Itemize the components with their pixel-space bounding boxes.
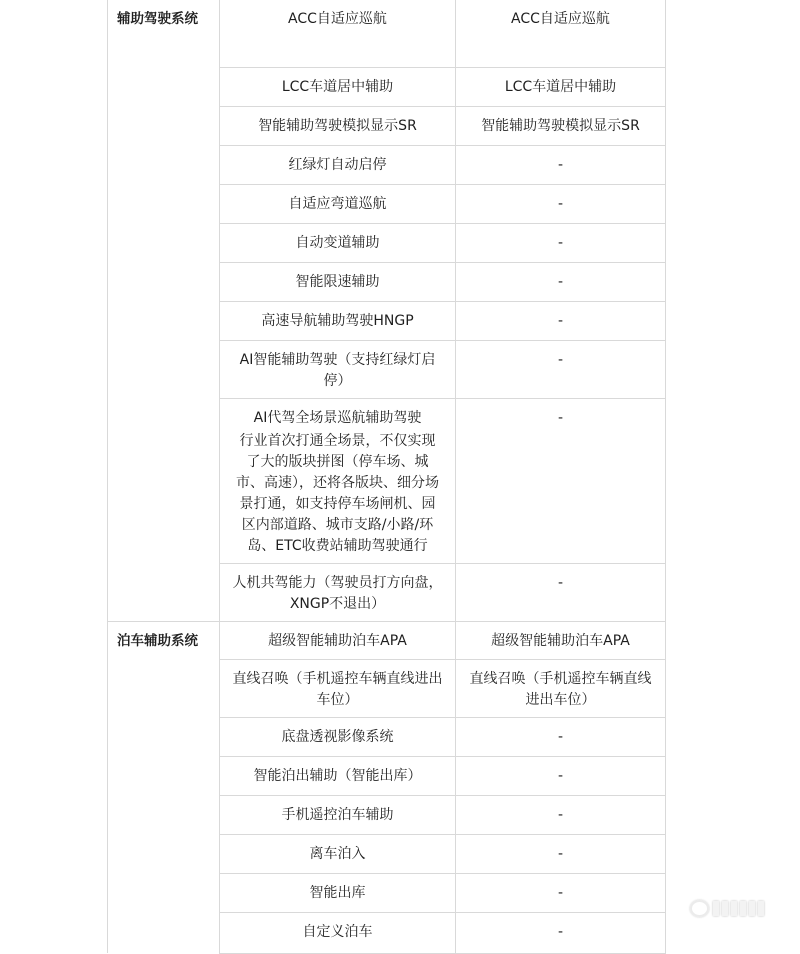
value-cell: 超级智能辅助泊车APA	[456, 621, 666, 659]
category-cell	[108, 717, 220, 756]
feature-name: 高速导航辅助驾驶HNGP	[261, 312, 414, 329]
value-cell: -	[456, 223, 666, 262]
value-cell: -	[456, 563, 666, 621]
value-cell: -	[456, 301, 666, 340]
feature-name: 直线召唤（手机遥控车辆直线进出车位）	[232, 670, 443, 708]
feature-cell	[220, 621, 456, 659]
feature-cell	[220, 184, 456, 223]
feature-name: 红绿灯自动启停	[288, 156, 387, 173]
feature-cell	[220, 223, 456, 262]
category-label: 辅助驾驶系统	[108, 0, 220, 67]
feature-cell	[220, 262, 456, 301]
table-row	[108, 340, 666, 398]
category-cell	[108, 795, 220, 834]
table-row	[108, 106, 666, 145]
value-cell: -	[456, 873, 666, 912]
feature-name: 自动变道辅助	[295, 234, 380, 251]
feature-name: 自定义泊车	[302, 923, 373, 940]
category-cell	[108, 756, 220, 795]
table-row	[108, 621, 666, 659]
category-cell	[108, 184, 220, 223]
feature-name: 离车泊入	[309, 845, 366, 862]
bubble-icon	[690, 900, 709, 917]
value-cell: -	[456, 756, 666, 795]
feature-cell	[220, 756, 456, 795]
table-row	[108, 223, 666, 262]
category-cell	[108, 398, 220, 563]
category-cell	[108, 340, 220, 398]
feature-name: AI智能辅助驾驶（支持红绿灯启停）	[239, 351, 436, 389]
value-cell: -	[456, 184, 666, 223]
value-cell: -	[456, 398, 666, 563]
feature-cell	[220, 67, 456, 106]
value-cell: -	[456, 145, 666, 184]
feature-name: LCC车道居中辅助	[281, 78, 394, 95]
table-row	[108, 398, 666, 563]
feature-name: ACC自适应巡航	[288, 11, 387, 27]
value-cell: -	[456, 912, 666, 953]
feature-name: 人机共驾能力（驾驶员打方向盘，XNGP不退出）	[232, 574, 443, 612]
feature-name: 智能辅助驾驶模拟显示SR	[258, 117, 417, 134]
feature-cell	[220, 145, 456, 184]
category-cell	[108, 834, 220, 873]
table-row	[108, 717, 666, 756]
value-cell: LCC车道居中辅助	[456, 67, 666, 106]
feature-cell	[220, 717, 456, 756]
feature-cell	[220, 912, 456, 953]
table-row	[108, 563, 666, 621]
feature-cell	[220, 301, 456, 340]
feature-cell	[220, 834, 456, 873]
table-row	[108, 184, 666, 223]
feature-name: 手机遥控泊车辅助	[281, 806, 394, 823]
category-cell	[108, 563, 220, 621]
feature-name: 超级智能辅助泊车APA	[268, 632, 407, 649]
table-row	[108, 873, 666, 912]
feature-cell	[220, 795, 456, 834]
spec-table	[107, 0, 666, 954]
table-row	[108, 659, 666, 717]
category-cell	[108, 106, 220, 145]
category-cell	[108, 223, 220, 262]
bars-icon	[713, 901, 764, 916]
value-cell: -	[456, 340, 666, 398]
feature-name: 底盘透视影像系统	[281, 728, 394, 745]
category-cell	[108, 262, 220, 301]
value-cell: -	[456, 262, 666, 301]
feature-name: AI代驾全场景巡航辅助驾驶	[253, 409, 422, 426]
category-label: 泊车辅助系统	[108, 621, 220, 659]
table-row	[108, 0, 666, 67]
weibo-watermark-icon	[690, 898, 780, 918]
table-row	[108, 262, 666, 301]
value-cell: 智能辅助驾驶模拟显示SR	[456, 106, 666, 145]
table-row	[108, 67, 666, 106]
category-cell	[108, 301, 220, 340]
category-cell	[108, 659, 220, 717]
table-row	[108, 301, 666, 340]
table-row	[108, 795, 666, 834]
table-row	[108, 834, 666, 873]
value-cell: ACC自适应巡航	[456, 0, 666, 67]
category-cell	[108, 145, 220, 184]
feature-name: 智能出库	[309, 884, 366, 901]
feature-cell	[220, 106, 456, 145]
feature-cell	[220, 0, 456, 67]
value-cell: 直线召唤（手机遥控车辆直线进出车位）	[456, 659, 666, 717]
value-cell: -	[456, 795, 666, 834]
feature-cell	[220, 340, 456, 398]
feature-name: 自适应弯道巡航	[288, 195, 387, 212]
spec-table-body	[108, 0, 666, 953]
feature-cell	[220, 398, 456, 563]
feature-description: 行业首次打通全场景，不仅实现了大的版块拼图（停车场、城市、高速），还将各版块、细分场景打通，如支持停车场闸机、园区内部道路、城市支路/小路/环岛、ETC收费站辅助驾驶通行	[236, 432, 439, 554]
feature-name: 智能泊出辅助（智能出库）	[253, 767, 422, 784]
category-cell	[108, 912, 220, 953]
feature-cell	[220, 873, 456, 912]
value-cell: -	[456, 717, 666, 756]
table-row	[108, 756, 666, 795]
category-cell	[108, 67, 220, 106]
feature-name: 智能限速辅助	[295, 273, 380, 290]
feature-cell	[220, 563, 456, 621]
feature-cell	[220, 659, 456, 717]
table-row	[108, 145, 666, 184]
category-cell	[108, 873, 220, 912]
value-cell: -	[456, 834, 666, 873]
table-row	[108, 912, 666, 953]
